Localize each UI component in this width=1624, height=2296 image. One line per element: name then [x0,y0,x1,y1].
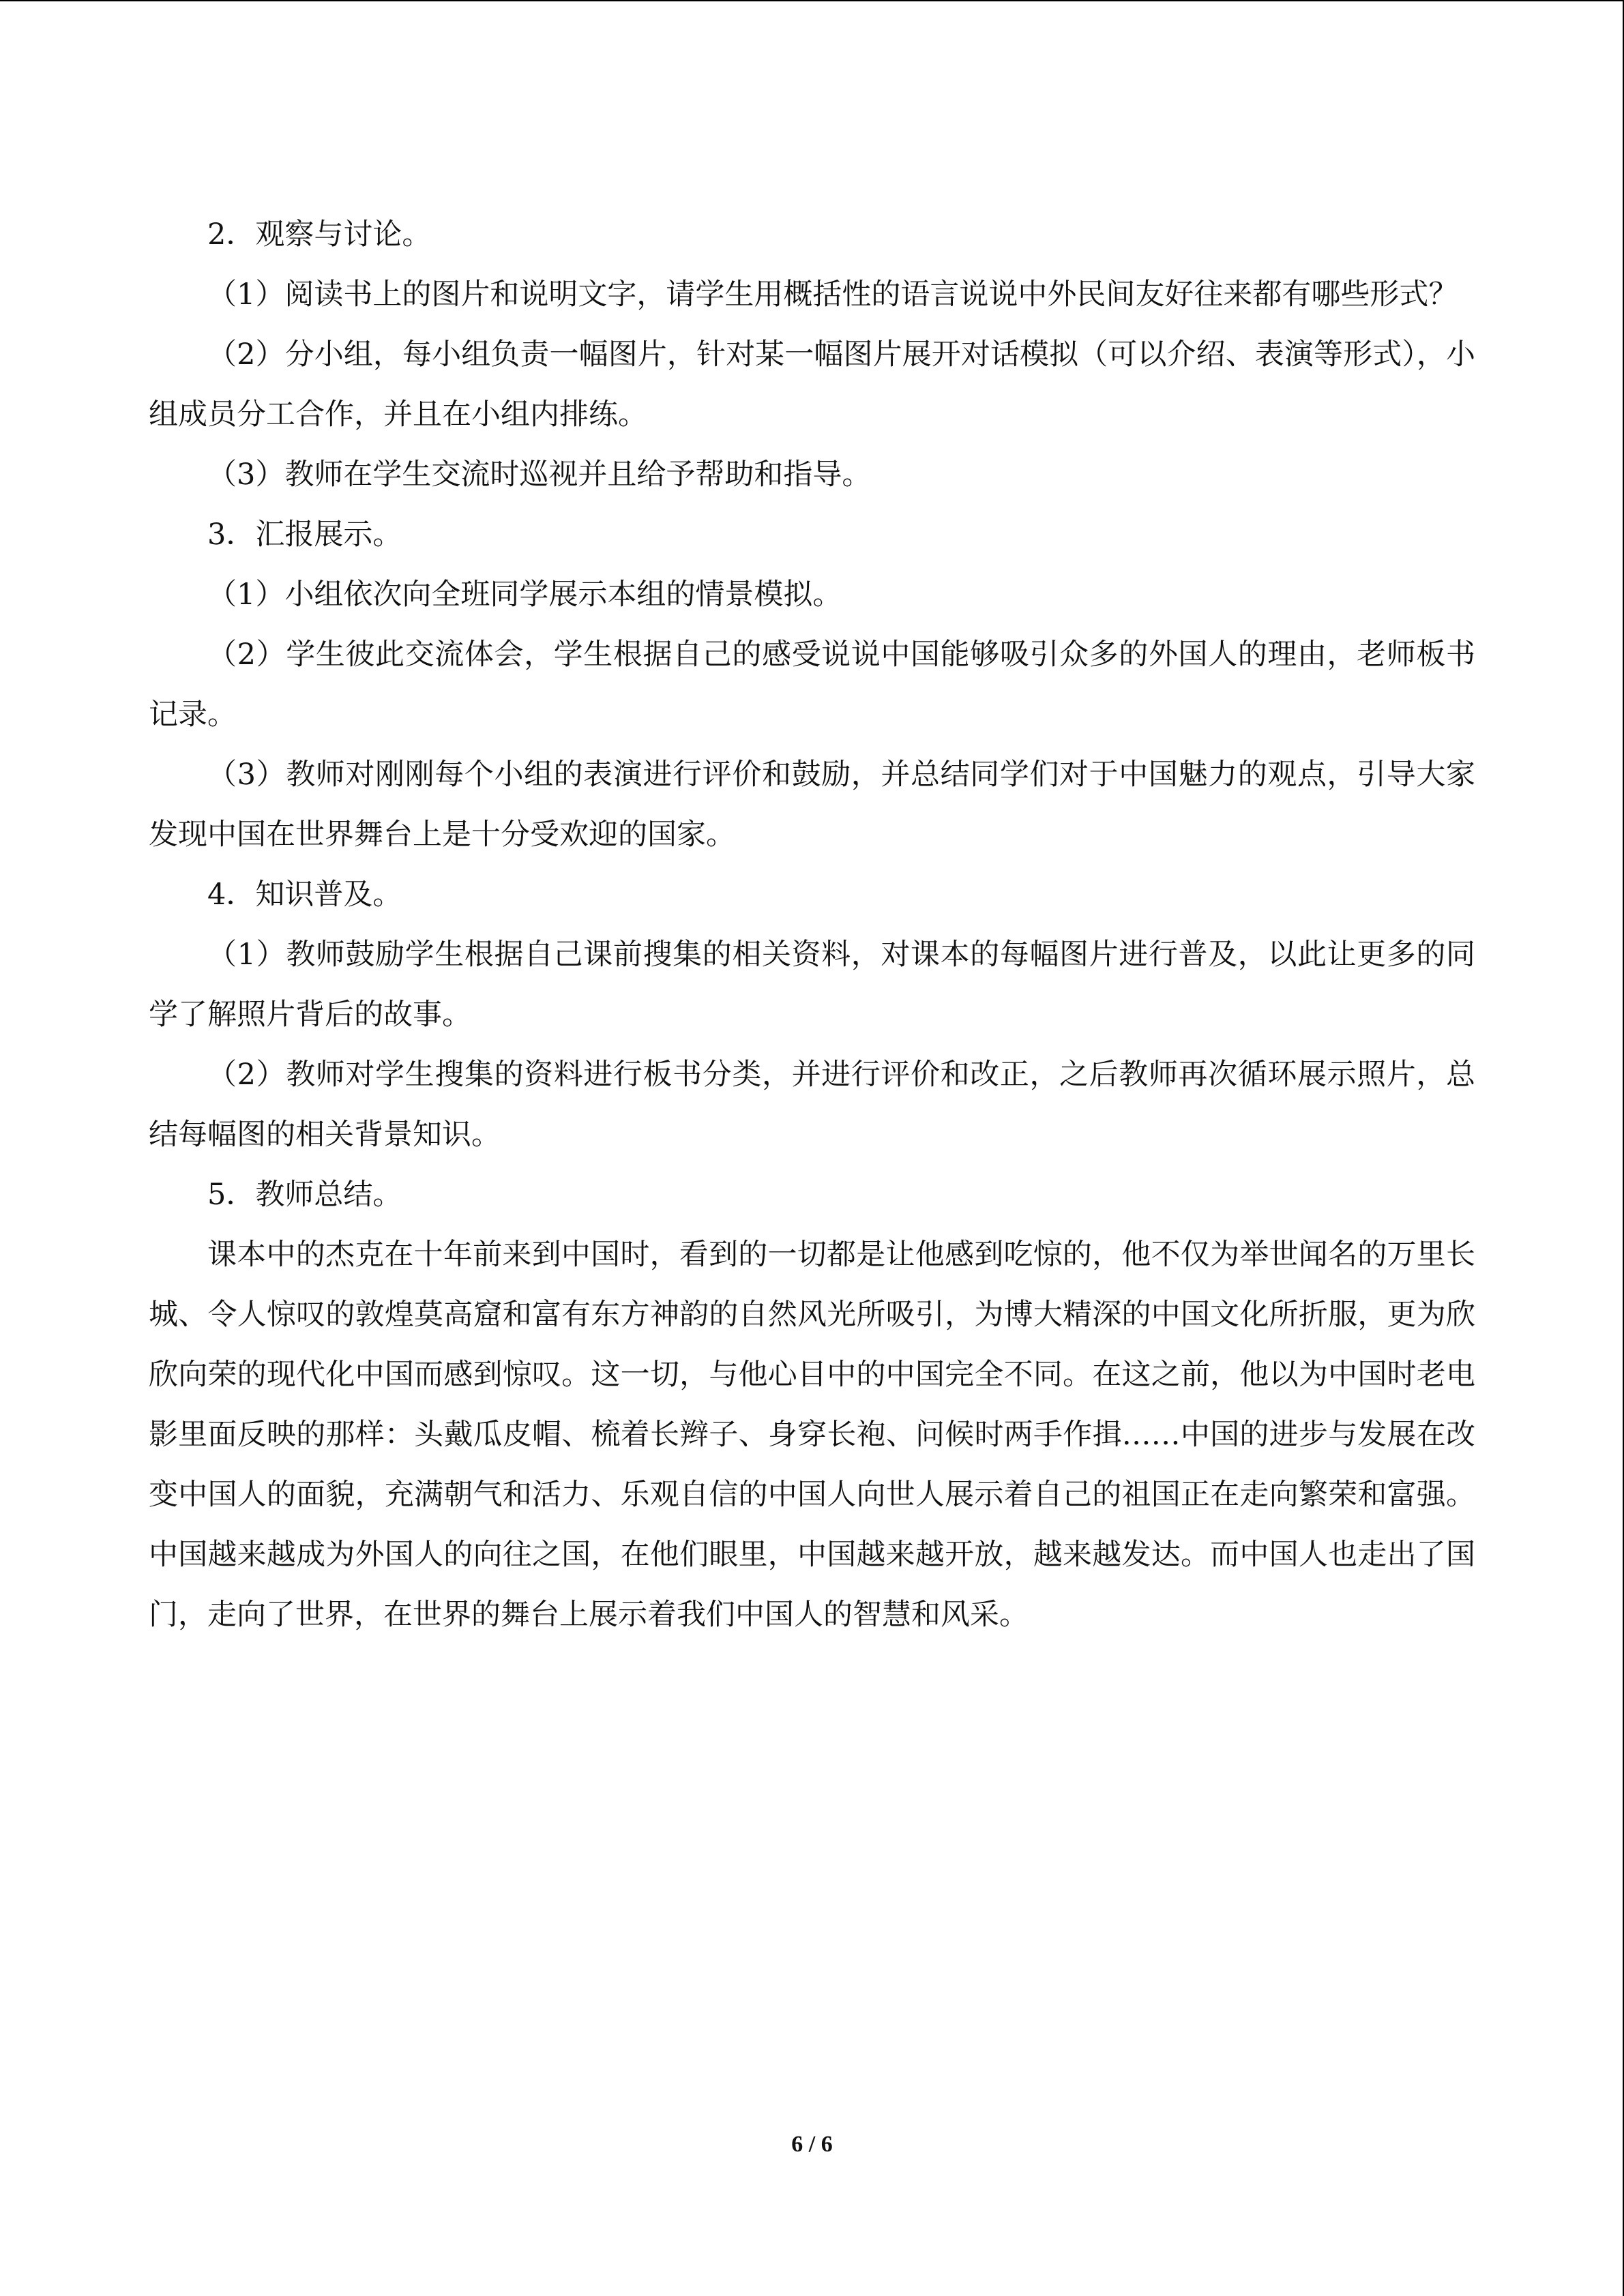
section-heading-report: 3．汇报展示。 [207,518,402,552]
paragraph-report-3: （3）教师对刚刚每个小组的表演进行评价和鼓励，并总结同学们对于中国魅力的观点，引导大家发现中国在世界舞台上是十分受欢迎的国家。 [149,758,1475,852]
section-heading-knowledge: 4．知识普及。 [207,878,402,912]
page-border-top [0,0,1624,1]
paragraph-report-2: （2）学生彼此交流体会，学生根据自己的感受说说中国能够吸引众多的外国人的理由，老师板书记录。 [149,638,1475,732]
document-body [149,205,1475,1645]
paragraph-observe-3: （3）教师在学生交流时巡视并且给予帮助和指导。 [207,458,872,492]
paragraph-summary: 课本中的杰克在十年前来到中国时，看到的一切都是让他感到吃惊的，他不仅为举世闻名的万里长城、令人惊叹的敦煌莫高窟和富有东方神韵的自然风光所吸引，为博大精深的中国文化所折服，更为欣欣向荣的现代化中国而感到惊叹。这一切，与他心目中的中国完全不同。在这之前，他以为中国时老电影里面反映的那样：头戴瓜皮帽、梳着长辫子、身穿长袍、问候时两手作揖……中国的进步与发展在改变中国人的面貌，充满朝气和活力、乐观自信的中国人向世人展示着自己的祖国正在走向繁荣和富强。中国越来越成为外国人的向往之国，在他们眼里，中国越来越开放，越来越发达。而中国人也走出了国门，走向了世界，在世界的舞台上展示着我们中国人的智慧和风采。 [149,1238,1475,1632]
paragraph-observe-2: （2）分小组，每小组负责一幅图片，针对某一幅图片展开对话模拟（可以介绍、表演等形式），小组成员分工合作，并且在小组内排练。 [149,338,1475,432]
paragraph-knowledge-1: （1）教师鼓励学生根据自己课前搜集的相关资料，对课本的每幅图片进行普及，以此让更多的同学了解照片背后的故事。 [149,938,1475,1032]
paragraph-report-1: （1）小组依次向全班同学展示本组的情景模拟。 [207,578,842,612]
page-number: 6 / 6 [791,2132,833,2157]
paragraph-knowledge-2: （2）教师对学生搜集的资料进行板书分类，并进行评价和改正，之后教师再次循环展示照片，总结每幅图的相关背景知识。 [149,1058,1475,1152]
section-heading-observe-discuss: 2．观察与讨论。 [207,218,432,252]
section-heading-summary: 5．教师总结。 [207,1178,402,1212]
paragraph-observe-1: （1）阅读书上的图片和说明文字，请学生用概括性的语言说说中外民间友好往来都有哪些形式？ [207,278,1458,312]
